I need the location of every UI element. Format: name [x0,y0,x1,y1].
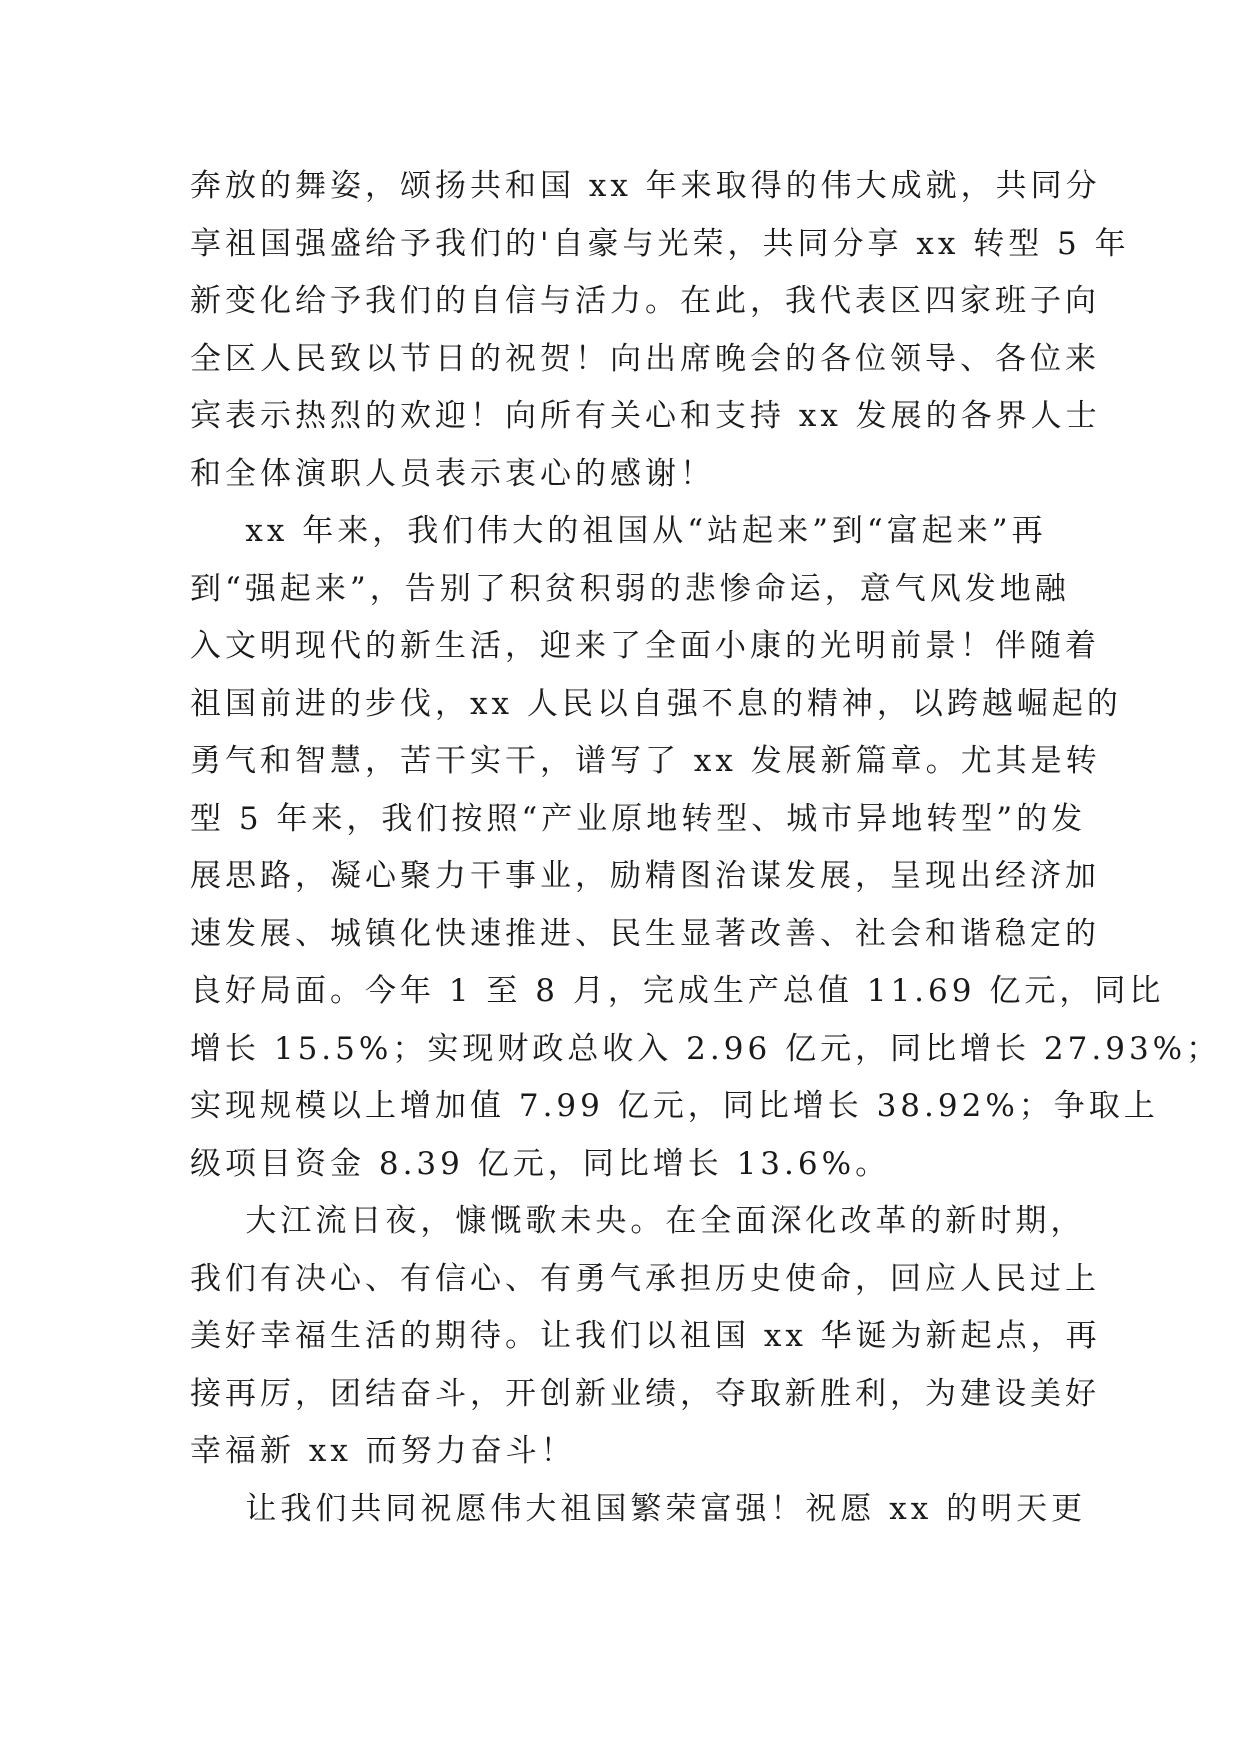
text-line: 型 5 年来，我们按照“产业原地转型、城市异地转型”的发 [190,800,1087,837]
text-line: 增长 15.5%；实现财政总收入 2.96 亿元，同比增长 27.93%； [190,1030,1222,1067]
paragraph-2 [190,503,1222,1193]
text-line: 速发展、城镇化快速推进、民生显著改善、社会和谐稳定的 [190,915,1100,952]
text-line: 美好幸福生活的期待。让我们以祖国 xx 华诞为新起点，再 [190,1318,1101,1354]
text-line: 展思路，凝心聚力干事业，励精图治谋发展，呈现出经济加 [190,858,1100,894]
text-line: xx 年来，我们伟大的祖国从“站起来”到“富起来”再 [190,513,1047,549]
text-line: 幸福新 xx 而努力奋斗！ [190,1433,576,1469]
text-line: 入文明现代的新生活，迎来了全面小康的光明前景！伴随着 [190,628,1100,664]
text-line: 级项目资金 8.39 亿元，同比增长 13.6%。 [190,1145,891,1182]
text-line: 全区人民致以节日的祝贺！向出席晚会的各位领导、各位来 [190,340,1100,377]
text-line: 祖国前进的步伐，xx 人民以自强不息的精神，以跨越崛起的 [190,685,1122,722]
text-line: 实现规模以上增加值 7.99 亿元，同比增长 38.92%；争取上 [190,1088,1159,1124]
text-line: 享祖国强盛给予我们的'自豪与光荣，共同分享 xx 转型 5 年 [190,225,1130,262]
body-text [190,158,1222,1538]
text-line: 让我们共同祝愿伟大祖国繁荣富强！祝愿 xx 的明天更 [190,1490,1087,1527]
text-line: 新变化给予我们的自信与活力。在此，我代表区四家班子向 [190,283,1100,319]
text-line: 和全体演职人员表示衷心的感谢！ [190,455,715,492]
paragraph-3 [190,1193,1101,1481]
paragraph-1 [190,158,1130,503]
text-line: 我们有决心、有信心、有勇气承担历史使命，回应人民过上 [190,1260,1100,1297]
text-line: 接再厉，团结奋斗，开创新业绩，夺取新胜利，为建设美好 [190,1375,1100,1412]
text-line: 大江流日夜，慷慨歌未央。在全面深化改革的新时期， [190,1203,1086,1239]
text-line: 宾表示热烈的欢迎！向所有关心和支持 xx 发展的各界人士 [190,398,1101,434]
text-line: 到“强起来”，告别了积贫积弱的悲惨命运，意气风发地融 [190,570,1070,607]
paragraph-4 [190,1481,1087,1539]
text-line: 勇气和智慧，苦干实干，谱写了 xx 发展新篇章。尤其是转 [190,743,1101,779]
text-line: 奔放的舞姿，颂扬共和国 xx 年来取得的伟大成就，共同分 [190,168,1101,204]
text-line: 良好局面。今年 1 至 8 月，完成生产总值 11.69 亿元，同比 [190,973,1165,1009]
